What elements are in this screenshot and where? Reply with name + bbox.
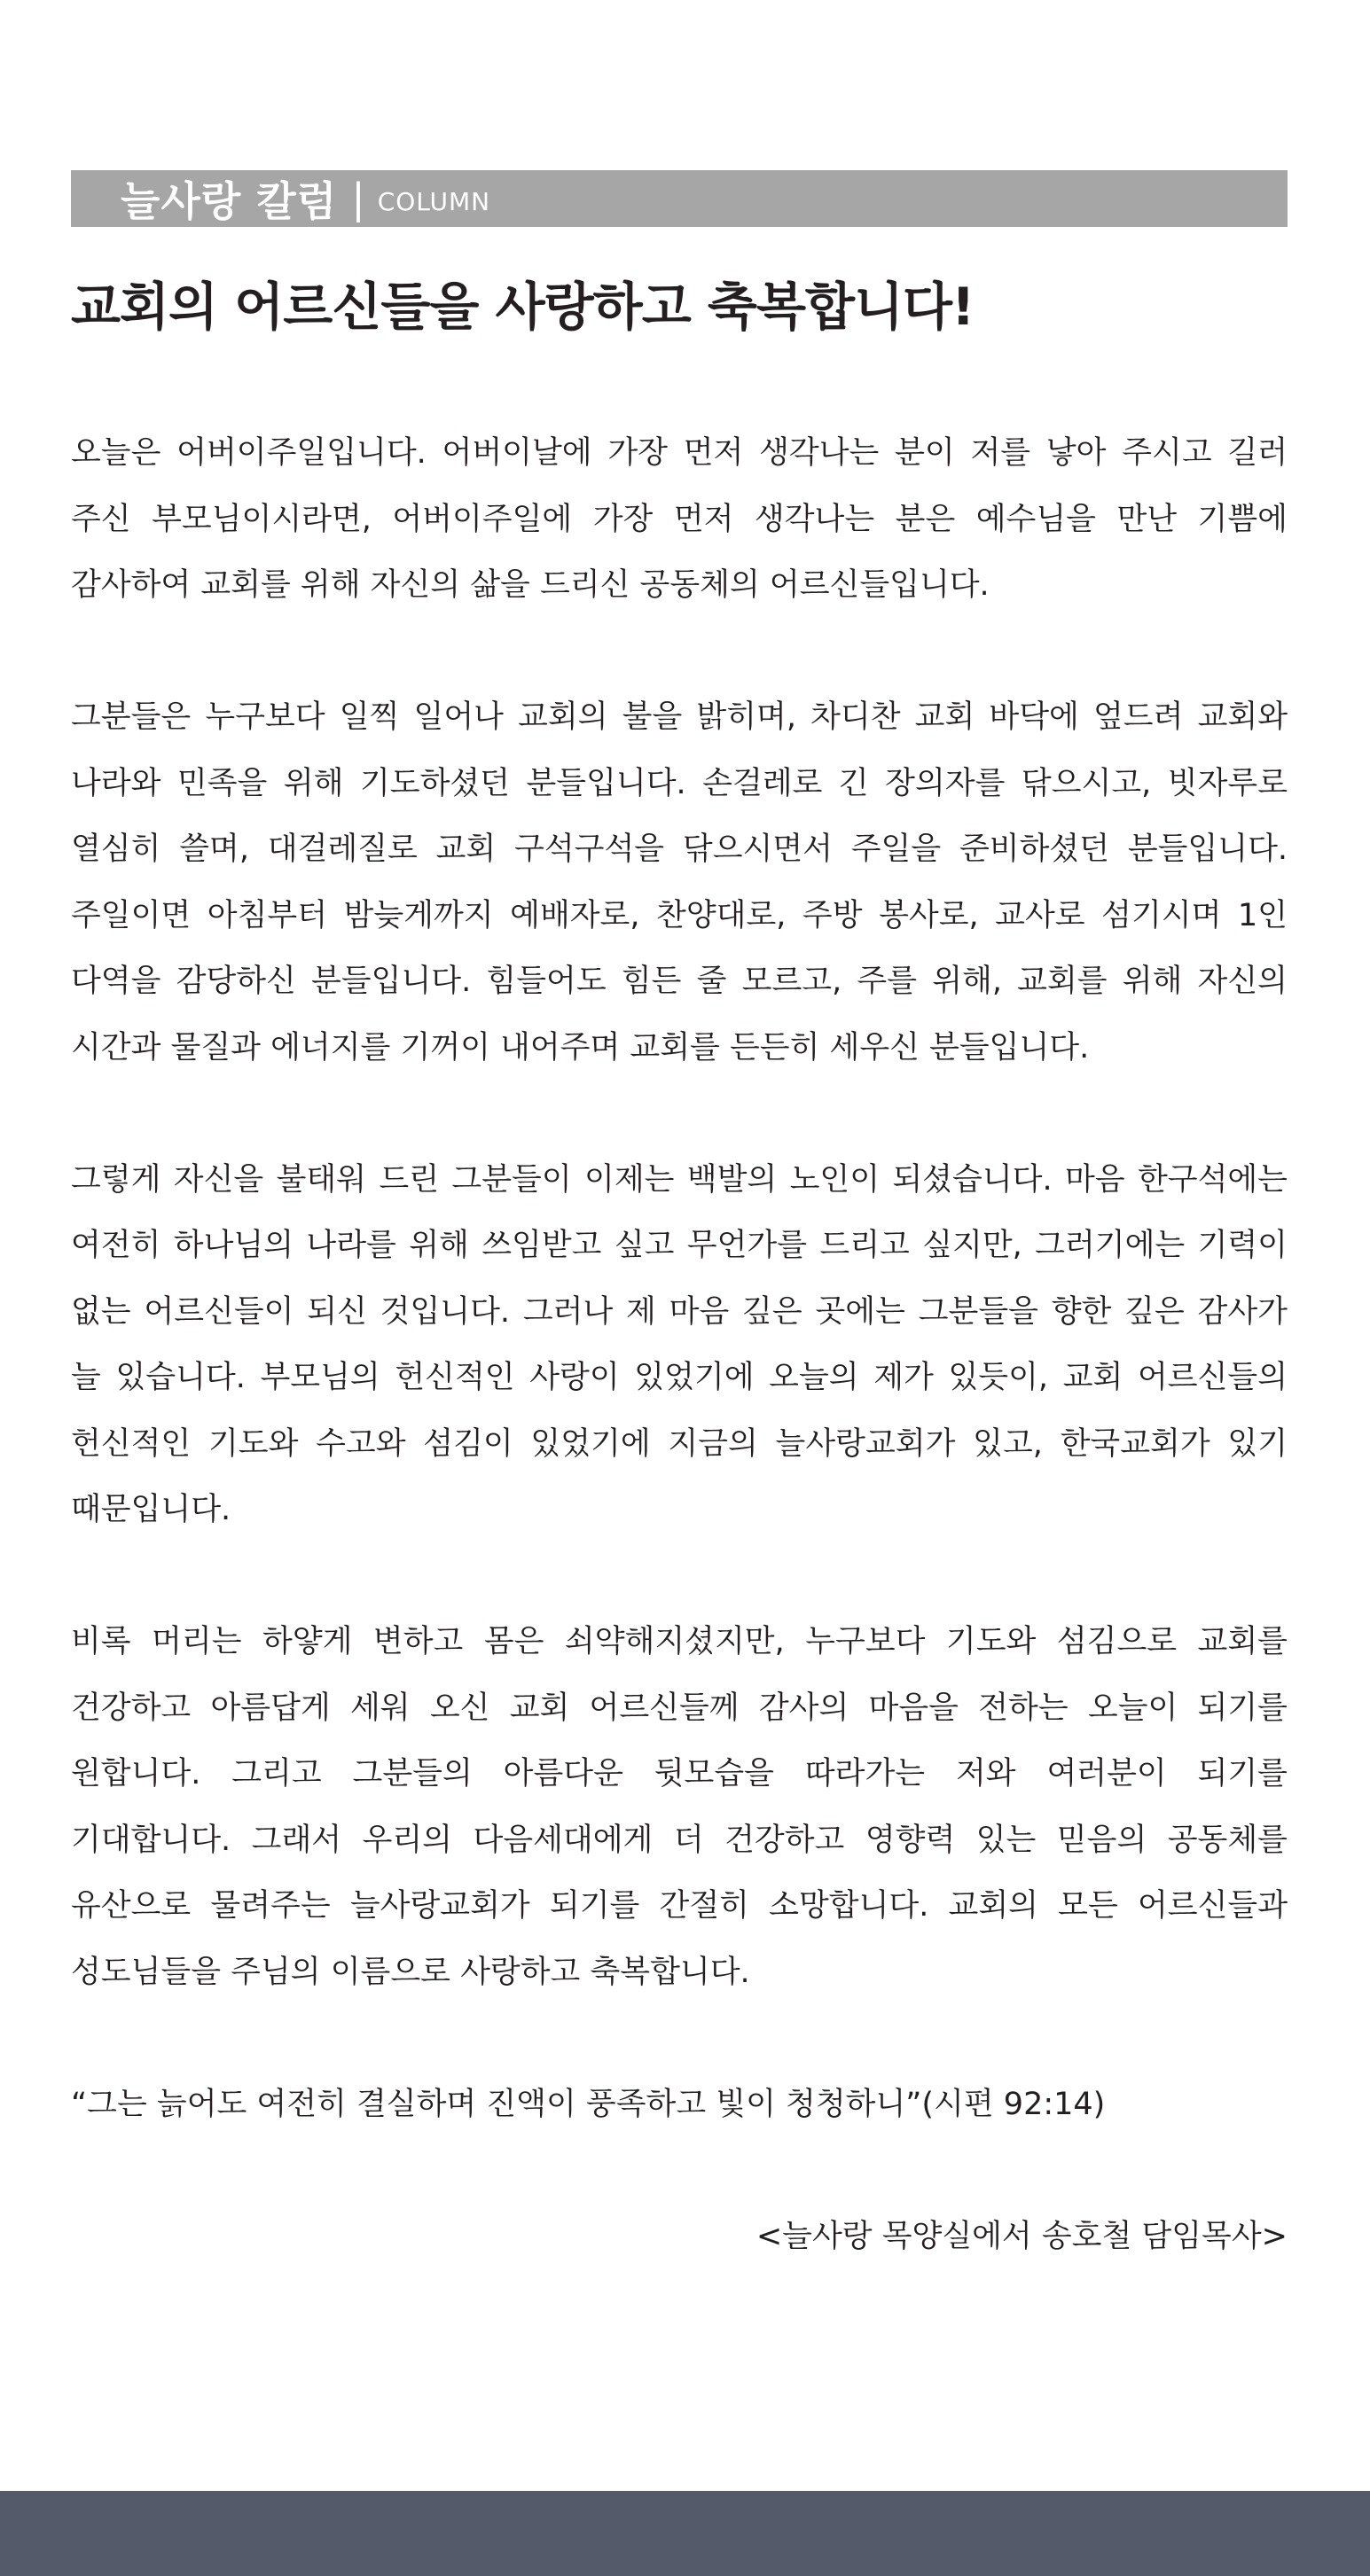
paragraph-2: 그분들은 누구보다 일찍 일어나 교회의 불을 밝히며, 차디찬 교회 바닥에 엎드려 교회와 나라와 민족을 위해 기도하셨던 분들입니다. 손걸레로 긴 장의자를 닦으시고, 빗자루로 열심히 쓸며, 대걸레질로 교회 구석구석을 닦으시면서 주일을 준비하셨던 분들입니다. 주일이면 아침부터 밤늦게까지 예배자로, 찬양대로, 주방 봉사로, 교사로 섬기시며 1인 다역을 감당하신 분들입니다. 힘들어도 힘든 줄 모르고, 주를 위해, 교회를 위해 자신의 시간과 물질과 에너지를 기꺼이 내어주며 교회를 든든히 세우신 분들입니다. [71, 699, 1288, 1066]
column-header-bar [71, 170, 1288, 227]
column-title: 늘사랑 칼럼 [121, 177, 338, 225]
paragraph-1: 오늘은 어버이주일입니다. 어버이날에 가장 먼저 생각나는 분이 저를 낳아 주시고 길러 주신 부모님이시라면, 어버이주일에 가장 먼저 생각나는 분은 예수님을 만난 기쁨에 감사하여 교회를 위해 자신의 삶을 드리신 공동체의 어르신들입니다. [71, 435, 1288, 603]
column-subtitle: COLUMN [377, 186, 491, 216]
paragraph-4: 비록 머리는 하얗게 변하고 몸은 쇠약해지셨지만, 누구보다 기도와 섬김으로 교회를 건강하고 아름답게 세워 오신 교회 어르신들께 감사의 마음을 전하는 오늘이 되기를 원합니다. 그리고 그분들의 아름다운 뒷모습을 따라가는 저와 여러분이 되기를 기대합니다. 그래서 우리의 다음세대에게 더 건강하고 영향력 있는 믿음의 공동체를 유산으로 물려주는 늘사랑교회가 되기를 간절히 소망합니다. 교회의 모든 어르신들과 성도님들을 주님의 이름으로 사랑하고 축복합니다. [71, 1624, 1288, 1990]
scripture-quote: “그는 늙어도 여전히 결실하며 진액이 풍족하고 빛이 청청하니”(시편 92:14) [71, 2086, 1106, 2122]
paragraph-3: 그렇게 자신을 불태워 드린 그분들이 이제는 백발의 노인이 되셨습니다. 마음 한구석에는 여전히 하나님의 나라를 위해 쓰임받고 싶고 무언가를 드리고 싶지만, 그러기에는 기력이 없는 어르신들이 되신 것입니다. 그러나 제 마음 깊은 곳에는 그분들을 향한 깊은 감사가 늘 있습니다. 부모님의 헌신적인 사랑이 있었기에 오늘의 제가 있듯이, 교회 어르신들의 헌신적인 기도와 수고와 섬김이 있었기에 지금의 늘사랑교회가 있고, 한국교회가 있기 때문입니다. [71, 1161, 1288, 1527]
footer-bar [0, 2491, 1370, 2576]
article-body [71, 420, 1288, 2269]
author-signature: <늘사랑 목양실에서 송호철 담임목사> [755, 2218, 1288, 2254]
header-separator: | [351, 175, 365, 222]
article-headline: 교회의 어르신들을 사랑하고 축복합니다! [71, 277, 975, 337]
